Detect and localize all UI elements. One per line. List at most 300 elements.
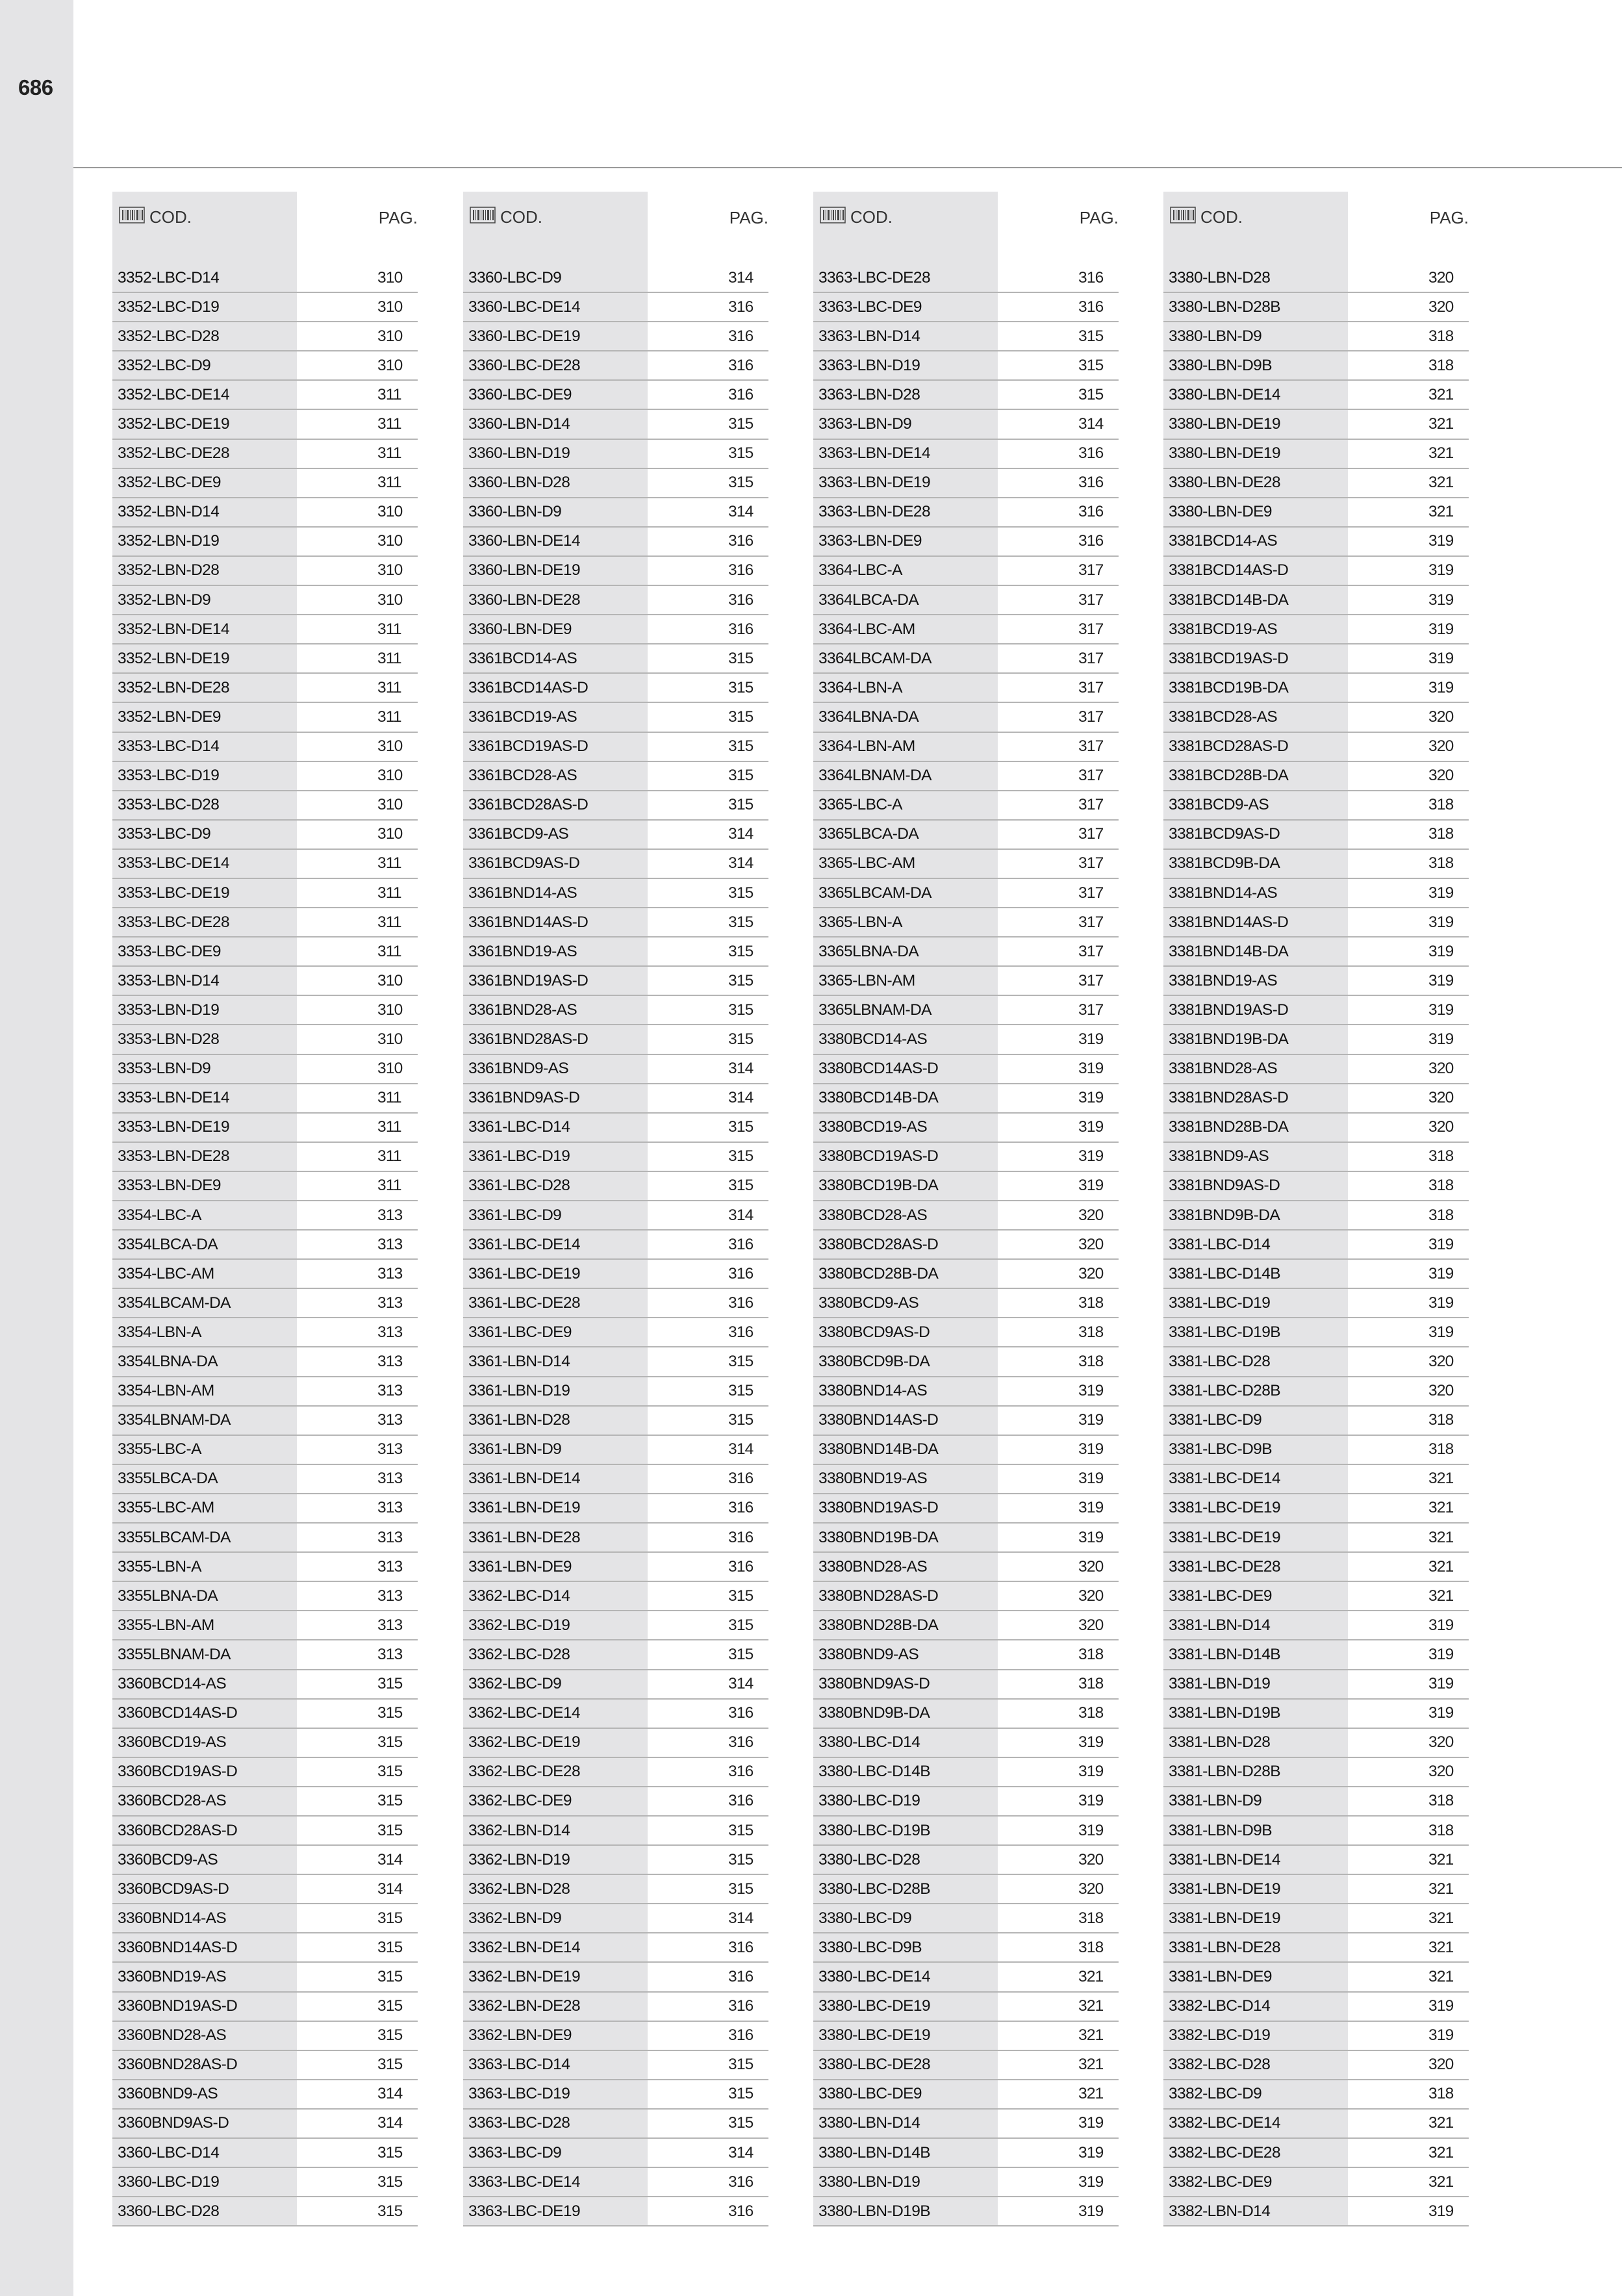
- page-ref: 320: [1428, 1382, 1454, 1400]
- product-code: 3380-LBC-D19B: [818, 1821, 930, 1839]
- page-ref: 315: [728, 884, 754, 902]
- index-row: [1163, 293, 1469, 322]
- product-code: 3360BND14-AS: [118, 1909, 227, 1927]
- product-code: 3355-LBC-AM: [118, 1499, 214, 1517]
- page-ref: 315: [728, 1587, 754, 1605]
- index-row: [813, 1436, 1119, 1465]
- code-header-label: COD.: [850, 207, 893, 227]
- page-ref: 319: [1078, 2202, 1104, 2220]
- product-code: 3380BND14-AS: [818, 1382, 928, 1400]
- page-ref: 318: [1078, 1704, 1104, 1722]
- product-code: 3360-LBN-D9: [468, 503, 562, 521]
- index-row: [813, 791, 1119, 821]
- index-row: [112, 2197, 418, 2226]
- page-ref: 318: [1078, 1938, 1104, 1956]
- index-row: [112, 1582, 418, 1611]
- page-ref: 319: [1428, 1645, 1454, 1663]
- product-code: 3380-LBC-D28B: [818, 1880, 930, 1898]
- index-row: [112, 1846, 418, 1875]
- product-code: 3380BND28AS-D: [818, 1587, 939, 1605]
- page-ref: 319: [1078, 1499, 1104, 1517]
- page-ref: 316: [728, 356, 754, 374]
- product-code: 3361BND9-AS: [468, 1060, 569, 1078]
- product-code: 3362-LBN-D28: [468, 1880, 570, 1898]
- index-row: [463, 1025, 768, 1054]
- product-code: 3380-LBC-D14: [818, 1733, 920, 1752]
- index-row: [813, 1318, 1119, 1347]
- product-code: 3360BND9-AS: [118, 2085, 218, 2103]
- page-ref: 316: [728, 1557, 754, 1575]
- product-code: 3381-LBN-D14: [1169, 1616, 1271, 1634]
- page-ref: 316: [728, 1294, 754, 1312]
- product-code: 3360-LBC-DE28: [468, 356, 580, 374]
- index-row: [813, 440, 1119, 469]
- index-row: [1163, 1846, 1469, 1875]
- page-ref: 321: [1078, 2026, 1104, 2045]
- product-code: 3380BND28-AS: [818, 1557, 928, 1575]
- product-code: 3361-LBC-DE19: [468, 1264, 580, 1282]
- page-ref: 316: [1078, 474, 1104, 492]
- page-ref: 319: [1428, 884, 1454, 902]
- product-code: 3380BCD28AS-D: [818, 1235, 939, 1253]
- index-row: [112, 2168, 418, 2197]
- index-row: [463, 351, 768, 381]
- index-row: [463, 1787, 768, 1817]
- page-ref: 315: [377, 1967, 403, 1985]
- index-row: [813, 1143, 1119, 1172]
- index-row: [463, 2080, 768, 2110]
- index-row: [463, 2197, 768, 2226]
- page-ref: 317: [1078, 649, 1104, 667]
- product-code: 3352-LBC-DE14: [118, 385, 229, 403]
- page-ref: 319: [1428, 1323, 1454, 1341]
- page-ref: 317: [1078, 913, 1104, 931]
- index-row: [813, 1114, 1119, 1143]
- product-code: 3382-LBC-D19: [1169, 2026, 1271, 2045]
- product-code: 3363-LBC-DE9: [818, 298, 922, 316]
- page-ref: 317: [1078, 708, 1104, 726]
- code-header: [119, 207, 192, 228]
- product-code: 3353-LBN-D14: [118, 971, 220, 989]
- index-row: [112, 762, 418, 791]
- index-row: [1163, 1172, 1469, 1201]
- page-ref: 314: [728, 825, 754, 843]
- product-code: 3352-LBN-D14: [118, 503, 220, 521]
- product-code: 3361BND14AS-D: [468, 913, 589, 931]
- page-ref: 315: [377, 1704, 403, 1722]
- index-row: [1163, 351, 1469, 381]
- product-code: 3363-LBN-DE28: [818, 503, 930, 521]
- product-code: 3365-LBC-AM: [818, 854, 915, 873]
- product-code: 3380BCD19AS-D: [818, 1147, 939, 1166]
- page-ref: 313: [377, 1294, 403, 1312]
- product-code: 3363-LBC-D14: [468, 2056, 570, 2074]
- product-code: 3382-LBC-D28: [1169, 2056, 1271, 2074]
- page-ref: 318: [1428, 1792, 1454, 1810]
- page-ref: 315: [728, 1147, 754, 1166]
- index-row: [1163, 410, 1469, 439]
- product-code: 3360BND9AS-D: [118, 2114, 229, 2132]
- page-ref: 315: [377, 1733, 403, 1752]
- page-ref: 310: [377, 591, 403, 609]
- product-code: 3363-LBN-D19: [818, 356, 920, 374]
- index-row: [463, 1084, 768, 1114]
- product-code: 3362-LBN-DE28: [468, 1997, 580, 2015]
- product-code: 3353-LBC-DE9: [118, 942, 221, 960]
- product-code: 3364LBNA-DA: [818, 708, 919, 726]
- product-code: 3363-LBC-DE14: [468, 2173, 580, 2191]
- product-code: 3381BCD14-AS: [1169, 532, 1278, 550]
- page-ref: 316: [728, 1528, 754, 1546]
- page-ref: 321: [1428, 1880, 1454, 1898]
- index-row: [813, 908, 1119, 938]
- page-ref: 314: [728, 503, 754, 521]
- index-row: [1163, 967, 1469, 996]
- index-row: [1163, 2022, 1469, 2051]
- product-code: 3352-LBN-DE14: [118, 620, 229, 638]
- page-ref: 319: [1428, 591, 1454, 609]
- index-row: [1163, 1231, 1469, 1260]
- page-ref: 319: [1078, 2173, 1104, 2191]
- index-row: [1163, 498, 1469, 528]
- page-ref: 311: [377, 415, 401, 433]
- page-header-label: PAG.: [378, 208, 418, 227]
- product-code: 3361-LBC-DE28: [468, 1294, 580, 1312]
- page-ref: 314: [728, 1675, 754, 1693]
- page-ref: 315: [377, 2173, 403, 2191]
- index-row: [112, 1114, 418, 1143]
- page-ref: 321: [1428, 1967, 1454, 1985]
- product-code: 3381-LBN-D28: [1169, 1733, 1271, 1752]
- product-code: 3380-LBN-DE28: [1169, 474, 1280, 492]
- index-row: [463, 2110, 768, 2139]
- product-code: 3380-LBC-D9B: [818, 1938, 922, 1956]
- page-ref: 318: [1428, 1821, 1454, 1839]
- index-row: [112, 674, 418, 703]
- page-ref: 315: [728, 1411, 754, 1429]
- page-ref: 311: [377, 620, 401, 638]
- product-code: 3362-LBC-DE9: [468, 1792, 572, 1810]
- index-row: [813, 996, 1119, 1025]
- page-ref: 313: [377, 1645, 403, 1663]
- product-code: 3360-LBC-DE9: [468, 385, 572, 403]
- page-ref: 316: [1078, 298, 1104, 316]
- index-row: [112, 2022, 418, 2051]
- product-code: 3381-LBC-D9: [1169, 1411, 1262, 1429]
- page-ref: 315: [728, 971, 754, 989]
- page-ref: 311: [377, 913, 401, 931]
- page-ref: 310: [377, 825, 403, 843]
- page-ref: 314: [377, 1880, 403, 1898]
- product-code: 3353-LBC-D14: [118, 737, 220, 756]
- page-ref: 310: [377, 327, 403, 345]
- index-row: [813, 1407, 1119, 1436]
- page-ref: 320: [1078, 1587, 1104, 1605]
- product-code: 3361-LBN-DE28: [468, 1528, 580, 1546]
- product-code: 3381-LBN-DE19: [1169, 1909, 1280, 1927]
- page-ref: 318: [1428, 854, 1454, 873]
- page-ref: 321: [1428, 474, 1454, 492]
- index-row: [112, 293, 418, 322]
- product-code: 3362-LBC-D19: [468, 1616, 570, 1634]
- page-ref: 319: [1078, 1792, 1104, 1810]
- page-ref: 321: [1428, 1528, 1454, 1546]
- index-row: [1163, 440, 1469, 469]
- index-row: [813, 1817, 1119, 1846]
- page-ref: 316: [728, 1763, 754, 1781]
- product-code: 3355LBNAM-DA: [118, 1645, 231, 1663]
- index-row: [1163, 1758, 1469, 1787]
- index-row: [112, 264, 418, 293]
- page-ref: 316: [728, 1704, 754, 1722]
- page-ref: 320: [1428, 1733, 1454, 1752]
- index-row: [813, 469, 1119, 498]
- page-ref: 311: [377, 884, 401, 902]
- index-row: [112, 1640, 418, 1670]
- product-code: 3380BCD9B-DA: [818, 1353, 930, 1371]
- page-ref: 314: [728, 1060, 754, 1078]
- index-row: [463, 821, 768, 850]
- page-ref: 319: [1078, 1733, 1104, 1752]
- page-ref: 319: [1428, 913, 1454, 931]
- index-row: [813, 1875, 1119, 1904]
- product-code: 3381BND19AS-D: [1169, 1001, 1289, 1019]
- index-row: [112, 850, 418, 879]
- index-row: [463, 644, 768, 674]
- product-code: 3380-LBN-D9: [1169, 327, 1262, 345]
- index-row: [112, 557, 418, 586]
- code-header: [820, 207, 893, 228]
- page-ref: 321: [1428, 1470, 1454, 1488]
- page-ref: 314: [1078, 415, 1104, 433]
- page-ref: 314: [728, 1089, 754, 1107]
- product-code: 3361-LBN-D9: [468, 1440, 562, 1459]
- product-code: 3380-LBN-DE14: [1169, 385, 1280, 403]
- product-code: 3362-LBC-D28: [468, 1645, 570, 1663]
- index-row: [463, 1289, 768, 1318]
- product-code: 3381-LBC-DE14: [1169, 1470, 1280, 1488]
- product-code: 3380BND14AS-D: [818, 1411, 939, 1429]
- product-code: 3360BCD28AS-D: [118, 1821, 238, 1839]
- product-code: 3381BCD14AS-D: [1169, 561, 1289, 580]
- index-row: [1163, 1700, 1469, 1729]
- product-code: 3353-LBC-DE14: [118, 854, 229, 873]
- index-row: [813, 1787, 1119, 1817]
- index-row: [463, 1904, 768, 1933]
- index-row: [112, 1553, 418, 1582]
- product-code: 3381BND28AS-D: [1169, 1089, 1289, 1107]
- index-row: [1163, 469, 1469, 498]
- page-ref: 320: [1428, 1118, 1454, 1136]
- page-ref: 313: [377, 1499, 403, 1517]
- page-ref: 315: [728, 415, 754, 433]
- product-code: 3353-LBN-D9: [118, 1060, 211, 1078]
- column-body: [463, 264, 768, 2226]
- product-code: 3361-LBC-D28: [468, 1177, 570, 1195]
- product-code: 3354-LBC-AM: [118, 1264, 214, 1282]
- code-header: [470, 207, 542, 228]
- product-code: 3380-LBN-D14: [818, 2114, 920, 2132]
- product-code: 3380-LBC-DE19: [818, 1997, 930, 2015]
- product-code: 3360-LBC-DE19: [468, 327, 580, 345]
- page-ref: 320: [1078, 1235, 1104, 1253]
- product-code: 3381BCD28-AS: [1169, 708, 1278, 726]
- page-ref: 318: [1078, 1323, 1104, 1341]
- index-row: [813, 733, 1119, 762]
- page-ref: 320: [1078, 1850, 1104, 1869]
- product-code: 3365LBCA-DA: [818, 825, 919, 843]
- index-row: [813, 879, 1119, 908]
- product-code: 3381BND19B-DA: [1169, 1030, 1289, 1048]
- page-ref: 314: [728, 854, 754, 873]
- page-ref: 316: [728, 1733, 754, 1752]
- page-ref: 315: [377, 1909, 403, 1927]
- page-ref: 315: [728, 2085, 754, 2103]
- product-code: 3381-LBN-D14B: [1169, 1645, 1280, 1663]
- page-ref: 313: [377, 1264, 403, 1282]
- product-code: 3364LBCA-DA: [818, 591, 919, 609]
- page-ref: 319: [1078, 1821, 1104, 1839]
- index-row: [112, 1933, 418, 1963]
- product-code: 3363-LBC-DE28: [818, 268, 930, 287]
- index-row: [1163, 1289, 1469, 1318]
- page-ref: 319: [1078, 2143, 1104, 2162]
- index-row: [112, 2110, 418, 2139]
- index-row: [1163, 703, 1469, 732]
- page-ref: 314: [728, 268, 754, 287]
- product-code: 3362-LBN-D9: [468, 1909, 562, 1927]
- page-header-label: PAG.: [1079, 208, 1119, 227]
- product-code: 3360BND28-AS: [118, 2026, 227, 2045]
- page-ref: 321: [1078, 1967, 1104, 1985]
- product-code: 3352-LBN-D9: [118, 591, 211, 609]
- page-ref: 318: [1428, 825, 1454, 843]
- page-ref: 310: [377, 268, 403, 287]
- page-ref: 310: [377, 1030, 403, 1048]
- product-code: 3361-LBC-DE14: [468, 1235, 580, 1253]
- page-ref: 320: [1428, 268, 1454, 287]
- index-row: [112, 440, 418, 469]
- page-ref: 315: [728, 796, 754, 814]
- product-code: 3355-LBN-A: [118, 1557, 201, 1575]
- product-code: 3365LBNA-DA: [818, 942, 919, 960]
- product-code: 3361BND14-AS: [468, 884, 577, 902]
- product-code: 3381-LBC-D9B: [1169, 1440, 1272, 1459]
- index-row: [813, 1904, 1119, 1933]
- page-ref: 314: [377, 2114, 403, 2132]
- index-row: [112, 733, 418, 762]
- product-code: 3381BCD19AS-D: [1169, 649, 1289, 667]
- page-ref: 310: [377, 971, 403, 989]
- index-row: [813, 1289, 1119, 1318]
- product-code: 3354-LBN-AM: [118, 1382, 214, 1400]
- page-ref: 314: [377, 1850, 403, 1869]
- product-code: 3353-LBC-D28: [118, 796, 220, 814]
- index-row: [463, 2168, 768, 2197]
- page-ref: 319: [1428, 561, 1454, 580]
- page-ref: 316: [728, 2202, 754, 2220]
- code-header-label: COD.: [1200, 207, 1243, 227]
- product-code: 3380-LBN-D9B: [1169, 356, 1272, 374]
- product-code: 3380BND28B-DA: [818, 1616, 939, 1634]
- page-ref: 320: [1428, 767, 1454, 785]
- index-row: [112, 1436, 418, 1465]
- index-row: [1163, 674, 1469, 703]
- page-ref: 319: [1428, 649, 1454, 667]
- index-row: [463, 791, 768, 821]
- product-code: 3354LBNAM-DA: [118, 1411, 231, 1429]
- page-ref: 317: [1078, 884, 1104, 902]
- page-ref: 319: [1428, 2026, 1454, 2045]
- index-row: [463, 733, 768, 762]
- index-row: [1163, 1377, 1469, 1407]
- product-code: 3381-LBC-DE19: [1169, 1499, 1280, 1517]
- index-row: [463, 850, 768, 879]
- page-ref: 317: [1078, 591, 1104, 609]
- index-row: [112, 1758, 418, 1787]
- product-code: 3361-LBC-DE9: [468, 1323, 572, 1341]
- product-code: 3381-LBN-D9: [1169, 1792, 1262, 1810]
- product-code: 3380-LBC-DE28: [818, 2056, 930, 2074]
- index-row: [1163, 1436, 1469, 1465]
- page-ref: 316: [1078, 444, 1104, 463]
- product-code: 3360-LBC-D14: [118, 2143, 220, 2162]
- product-code: 3353-LBC-DE28: [118, 913, 229, 931]
- page-ref: 315: [377, 2056, 403, 2074]
- product-code: 3364LBCAM-DA: [818, 649, 931, 667]
- index-row: [463, 1993, 768, 2022]
- index-row: [1163, 1407, 1469, 1436]
- page-ref: 321: [1428, 1850, 1454, 1869]
- page-ref: 321: [1428, 1499, 1454, 1517]
- product-code: 3364-LBC-AM: [818, 620, 915, 638]
- product-code: 3361BCD19AS-D: [468, 737, 589, 756]
- product-code: 3360-LBN-DE28: [468, 591, 580, 609]
- page-ref: 318: [1428, 1177, 1454, 1195]
- product-code: 3362-LBN-D14: [468, 1821, 570, 1839]
- page-ref: 319: [1428, 678, 1454, 696]
- page-ref: 318: [1078, 1294, 1104, 1312]
- index-row: [813, 264, 1119, 293]
- index-row: [112, 1143, 418, 1172]
- page-ref: 319: [1078, 1763, 1104, 1781]
- product-code: 3361BCD14AS-D: [468, 678, 589, 696]
- product-code: 3361BCD9AS-D: [468, 854, 580, 873]
- product-code: 3381-LBC-D28B: [1169, 1382, 1280, 1400]
- product-code: 3361-LBC-D9: [468, 1206, 562, 1224]
- product-code: 3381BCD19-AS: [1169, 620, 1278, 638]
- product-code: 3380BCD14-AS: [818, 1030, 928, 1048]
- page-ref: 319: [1428, 942, 1454, 960]
- index-row: [112, 1611, 418, 1640]
- index-row: [463, 967, 768, 996]
- product-code: 3352-LBN-DE19: [118, 649, 229, 667]
- page-ref: 318: [1428, 1206, 1454, 1224]
- index-row: [463, 498, 768, 528]
- index-row: [813, 322, 1119, 351]
- index-row: [813, 1465, 1119, 1494]
- index-row: [112, 1963, 418, 1992]
- product-code: 3381-LBC-DE9: [1169, 1587, 1272, 1605]
- product-code: 3381BND9B-DA: [1169, 1206, 1280, 1224]
- page-ref: 311: [377, 1089, 401, 1107]
- index-row: [1163, 733, 1469, 762]
- product-code: 3363-LBC-D19: [468, 2085, 570, 2103]
- index-row: [813, 2197, 1119, 2226]
- index-row: [112, 498, 418, 528]
- product-code: 3360-LBC-D19: [118, 2173, 220, 2191]
- page-ref: 319: [1428, 1616, 1454, 1634]
